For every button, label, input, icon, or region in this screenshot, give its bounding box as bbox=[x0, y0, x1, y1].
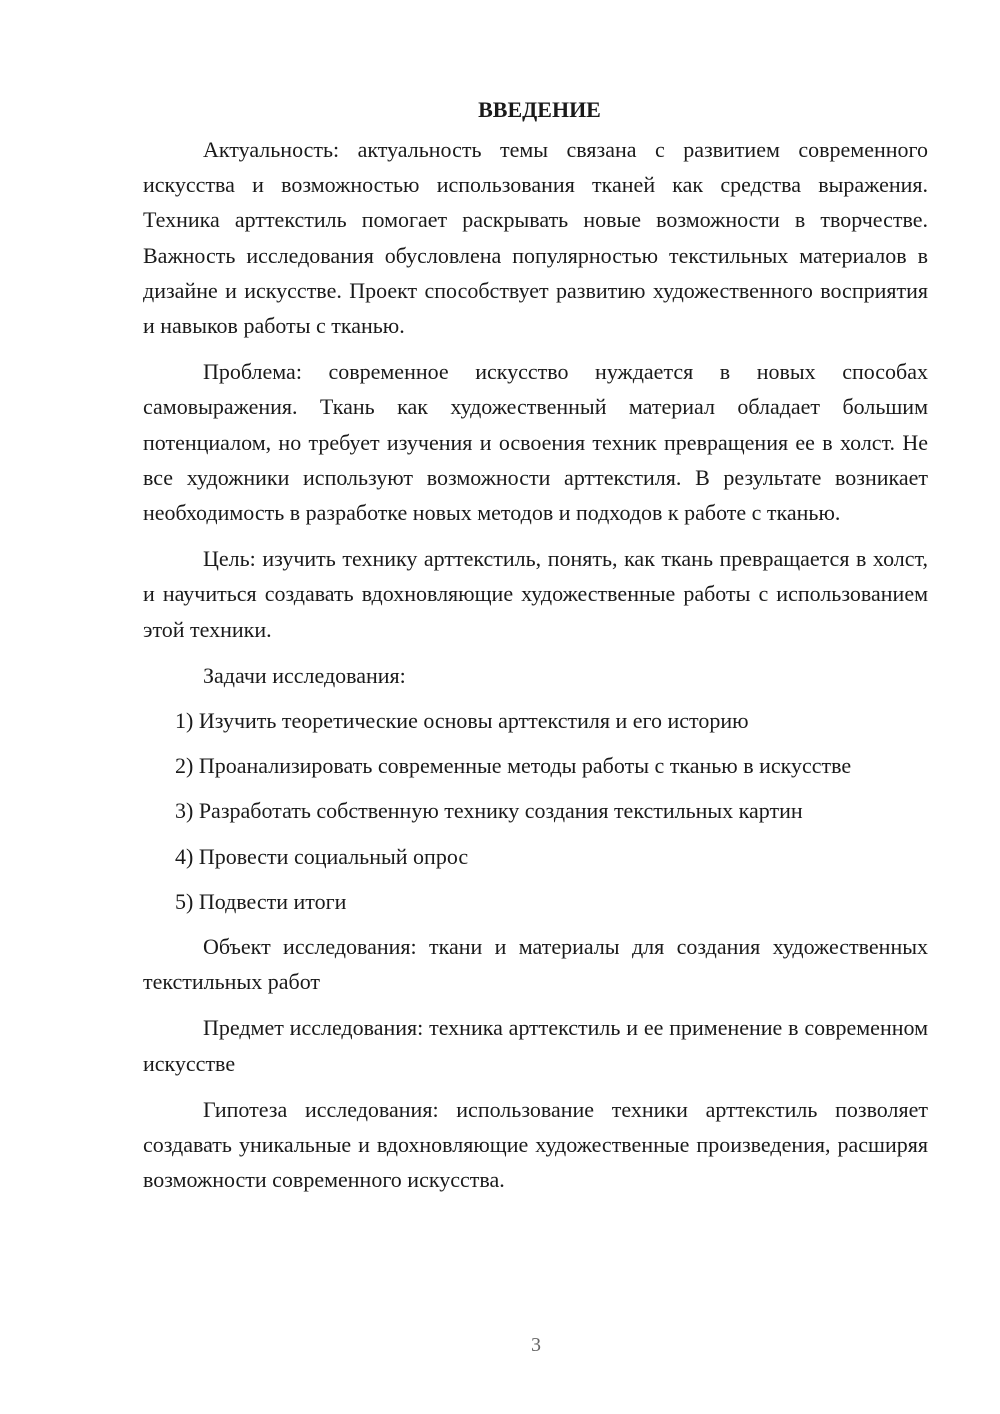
relevance-paragraph: Актуальность: актуальность темы связана с развитием современного искусства и возможностью использования тканей как средства выражения. Техника арттекстиль помогает раскрывать новые возможности в творчестве. Важность исследования обусловлена популярностью текстильных материалов в дизайне и искусстве. Проект способствует развитию художественного восприятия и навыков работы с тканью. bbox=[143, 137, 928, 339]
hypothesis-paragraph: Гипотеза исследования: использование техники арттекстиль позволяет создавать уникальные и вдохновляющие художественные произведения, расширяя возможности современного искусства. bbox=[143, 1096, 928, 1193]
object-paragraph: Объект исследования: ткани и материалы для создания художественных текстильных работ bbox=[143, 934, 928, 995]
task-item-4: 4) Провести социальный опрос bbox=[175, 843, 469, 869]
subject-paragraph: Предмет исследования: техника арттекстиль и ее применение в современном искусстве bbox=[143, 1015, 928, 1076]
page-number: 3 bbox=[531, 1334, 541, 1356]
task-item-5: 5) Подвести итоги bbox=[175, 888, 347, 914]
document-page bbox=[143, 88, 928, 1208]
goal-paragraph: Цель: изучить технику арттекстиль, понять, как ткань превращается в холст, и научиться создавать вдохновляющие художественные работы с использованием этой техники. bbox=[143, 546, 928, 642]
task-item-3: 3) Разработать собственную технику создания текстильных картин bbox=[175, 798, 803, 824]
task-item-2: 2) Проанализировать современные методы работы с тканью в искусстве bbox=[175, 753, 852, 779]
document-title: ВВЕДЕНИЕ bbox=[478, 97, 601, 122]
problem-paragraph: Проблема: современное искусство нуждается в новых способах самовыражения. Ткань как художественный материал обладает большим потенциалом, но требует изучения и освоения техник превращения ее в холст. Не все художники используют возможности арттекстиля. В результате возникает необходимость в разработке новых методов и подходов к работе с тканью. bbox=[143, 359, 928, 526]
task-item-1: 1) Изучить теоретические основы арттекстиля и его историю bbox=[175, 708, 749, 734]
tasks-heading: Задачи исследования: bbox=[203, 662, 406, 688]
